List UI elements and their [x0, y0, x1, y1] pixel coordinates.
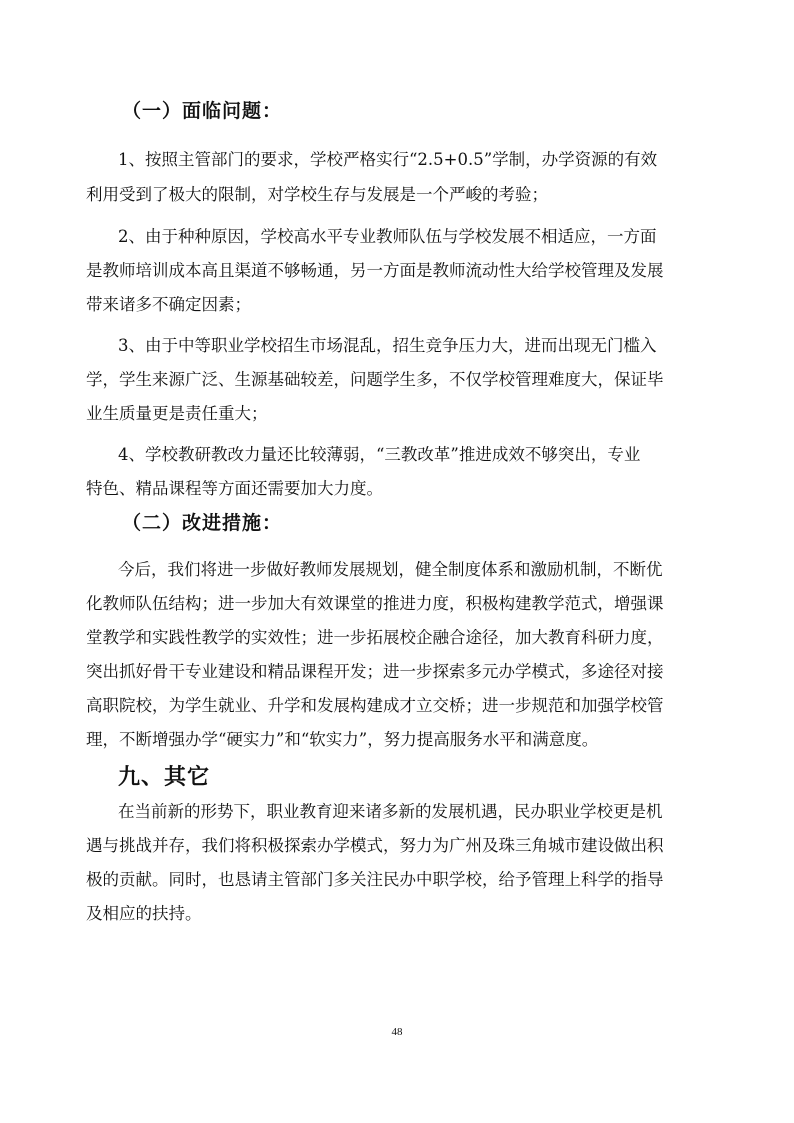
measures-line-1: 今后，我们将进一步做好教师发展规划，健全制度体系和激励机制，不断优	[118, 560, 663, 579]
problem-3-line-2: 学，学生来源广泛、生源基础较差，问题学生多，不仅学校管理难度大，保证毕	[86, 370, 664, 389]
other-line-2: 遇与挑战并存，我们将积极探索办学模式，努力为广州及珠三角城市建设做出积	[86, 836, 664, 855]
problem-3-line-1: 3、由于中等职业学校招生市场混乱，招生竞争压力大，进而出现无门槛入	[118, 336, 657, 355]
measures-line-6: 理，不断增强办学“硬实力”和“软实力”，努力提高服务水平和满意度。	[86, 730, 599, 749]
measures-line-5: 高职院校，为学生就业、升学和发展构建成才立交桥；进一步规范和加强学校管	[86, 696, 664, 715]
measures-line-4: 突出抓好骨干专业建设和精品课程开发；进一步探索多元办学模式，多途径对接	[86, 662, 664, 681]
problem-1-line-1: 1、按照主管部门的要求，学校严格实行“2.5+0.5”学制，办学资源的有效	[118, 150, 658, 169]
problem-4-line-2: 特色、精品课程等方面还需要加大力度。	[86, 479, 383, 498]
other-line-1: 在当前新的形势下，职业教育迎来诸多新的发展机遇，民办职业学校更是机	[118, 802, 663, 821]
section-heading-other: 九、其它	[118, 764, 211, 790]
problem-2-line-2: 是教师培训成本高且渠道不够畅通，另一方面是教师流动性大给学校管理及发展	[86, 261, 664, 280]
problem-1-line-2: 利用受到了极大的限制，对学校生存与发展是一个严峻的考验；	[86, 185, 548, 204]
page-number: 48	[391, 1026, 403, 1038]
measures-line-2: 化教师队伍结构；进一步加大有效课堂的推进力度，积极构建教学范式，增强课	[86, 594, 664, 613]
section-heading-problems: （一）面临问题：	[122, 100, 283, 122]
problem-2-line-1: 2、由于种种原因，学校高水平专业教师队伍与学校发展不相适应，一方面	[118, 227, 657, 246]
measures-line-3: 堂教学和实践性教学的实效性；进一步拓展校企融合途径，加大教育科研力度，	[86, 628, 664, 647]
problem-2-line-3: 带来诸多不确定因素；	[86, 295, 251, 314]
problem-4-line-1: 4、学校教研教改力量还比较薄弱，“三教改革”推进成效不够突出，专业	[118, 445, 641, 464]
section-heading-measures: （二）改进措施：	[122, 512, 283, 534]
other-line-4: 及相应的扶持。	[86, 904, 202, 923]
problem-3-line-3: 业生质量更是责任重大；	[86, 404, 268, 423]
other-line-3: 极的贡献。同时，也恳请主管部门多关注民办中职学校，给予管理上科学的指导	[86, 870, 664, 889]
